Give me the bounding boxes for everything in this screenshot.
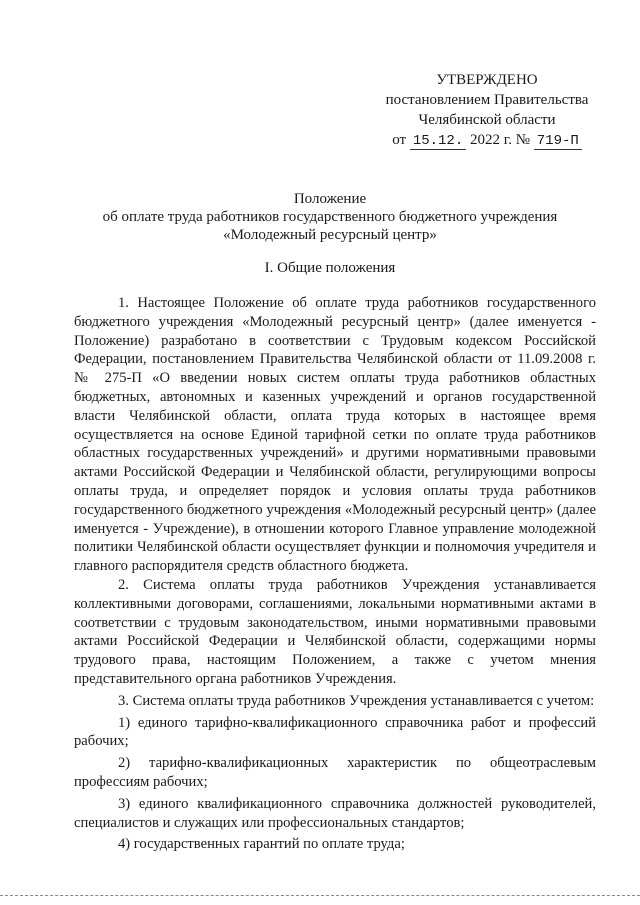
approval-date: 15.12.	[410, 133, 466, 150]
title-line-2: об оплате труда работников государственного бюджетного учреждения	[102, 209, 558, 225]
approval-number: 719-П	[534, 133, 582, 150]
list-item-4: 4) государственных гарантий по оплате труда;	[118, 836, 405, 853]
approval-date-line	[372, 130, 602, 151]
approval-year: 2022 г. №	[469, 132, 531, 148]
title-line-1: Положение	[293, 191, 367, 207]
paragraph-3: 3. Система оплаты труда работников Учреждения устанавливается с учетом:	[118, 692, 595, 709]
title-line-3: «Молодежный ресурсный центр»	[223, 227, 437, 243]
scan-edge-divider	[0, 895, 640, 896]
approval-from-prefix: от	[392, 132, 407, 148]
approval-line-1: постановлением Правительства	[385, 92, 589, 108]
list-item-3: 3) единого квалификационного справочника должностей руководителей, специалистов и служащих или профессиональных стандартов;	[74, 795, 596, 831]
paragraph-1: 1. Настоящее Положение об оплате труда работников государственного бюджетного учреждения «Молодежный ресурсный центр» (далее именуется - Положение) разработано в соответствии с Трудовым кодексом Российской Федерации, постановлением Правительства Челябинской области от 11.09.2008 г. № 275-П «О введении новых систем оплаты труда работников областных бюджетных, автономных и казенных учреждений и органов государственной власти Челябинской области, оплата труда которых в настоящее время осуществляется на основе Единой тарифной сетки по оплате труда работников областных государственных учреждений» и другими нормативными правовыми актами Российской Федерации и Челябинской области, регулирующими вопросы оплаты труда, и определяет порядок и условия оплаты труда работников государственного бюджетного учреждения «Молодежный ресурсный центр» (далее именуется - Учреждение), в отношении которого Главное управление молодежной политики Челябинской области осуществляет функции и полномочия учредителя и главного распорядителя средств областного бюджета.	[74, 295, 596, 575]
list-item-1: 1) единого тарифно-квалификационного справочника работ и профессий рабочих;	[74, 714, 596, 750]
document-body	[74, 294, 596, 854]
section-title: I. Общие положения	[264, 260, 396, 276]
approval-line-2: Челябинской области	[418, 112, 556, 128]
approval-stamp	[372, 70, 602, 151]
list-item-2: 2) тарифно-квалификационных характеристик по общеотраслевым профессиям рабочих;	[74, 755, 596, 790]
document-title	[60, 190, 600, 244]
paragraph-2: 2. Система оплаты труда работников Учреждения устанавливается коллективными договорами, соглашениями, локальными нормативными актами в соответствии с трудовым законодательством, иными нормативными правовыми актами Российской Федерации и Челябинской области, содержащими нормы трудового права, настоящим Положением, а также с учетом мнения представительного органа работников Учреждения.	[74, 576, 596, 687]
approval-heading: УТВЕРЖДЕНО	[436, 72, 538, 88]
